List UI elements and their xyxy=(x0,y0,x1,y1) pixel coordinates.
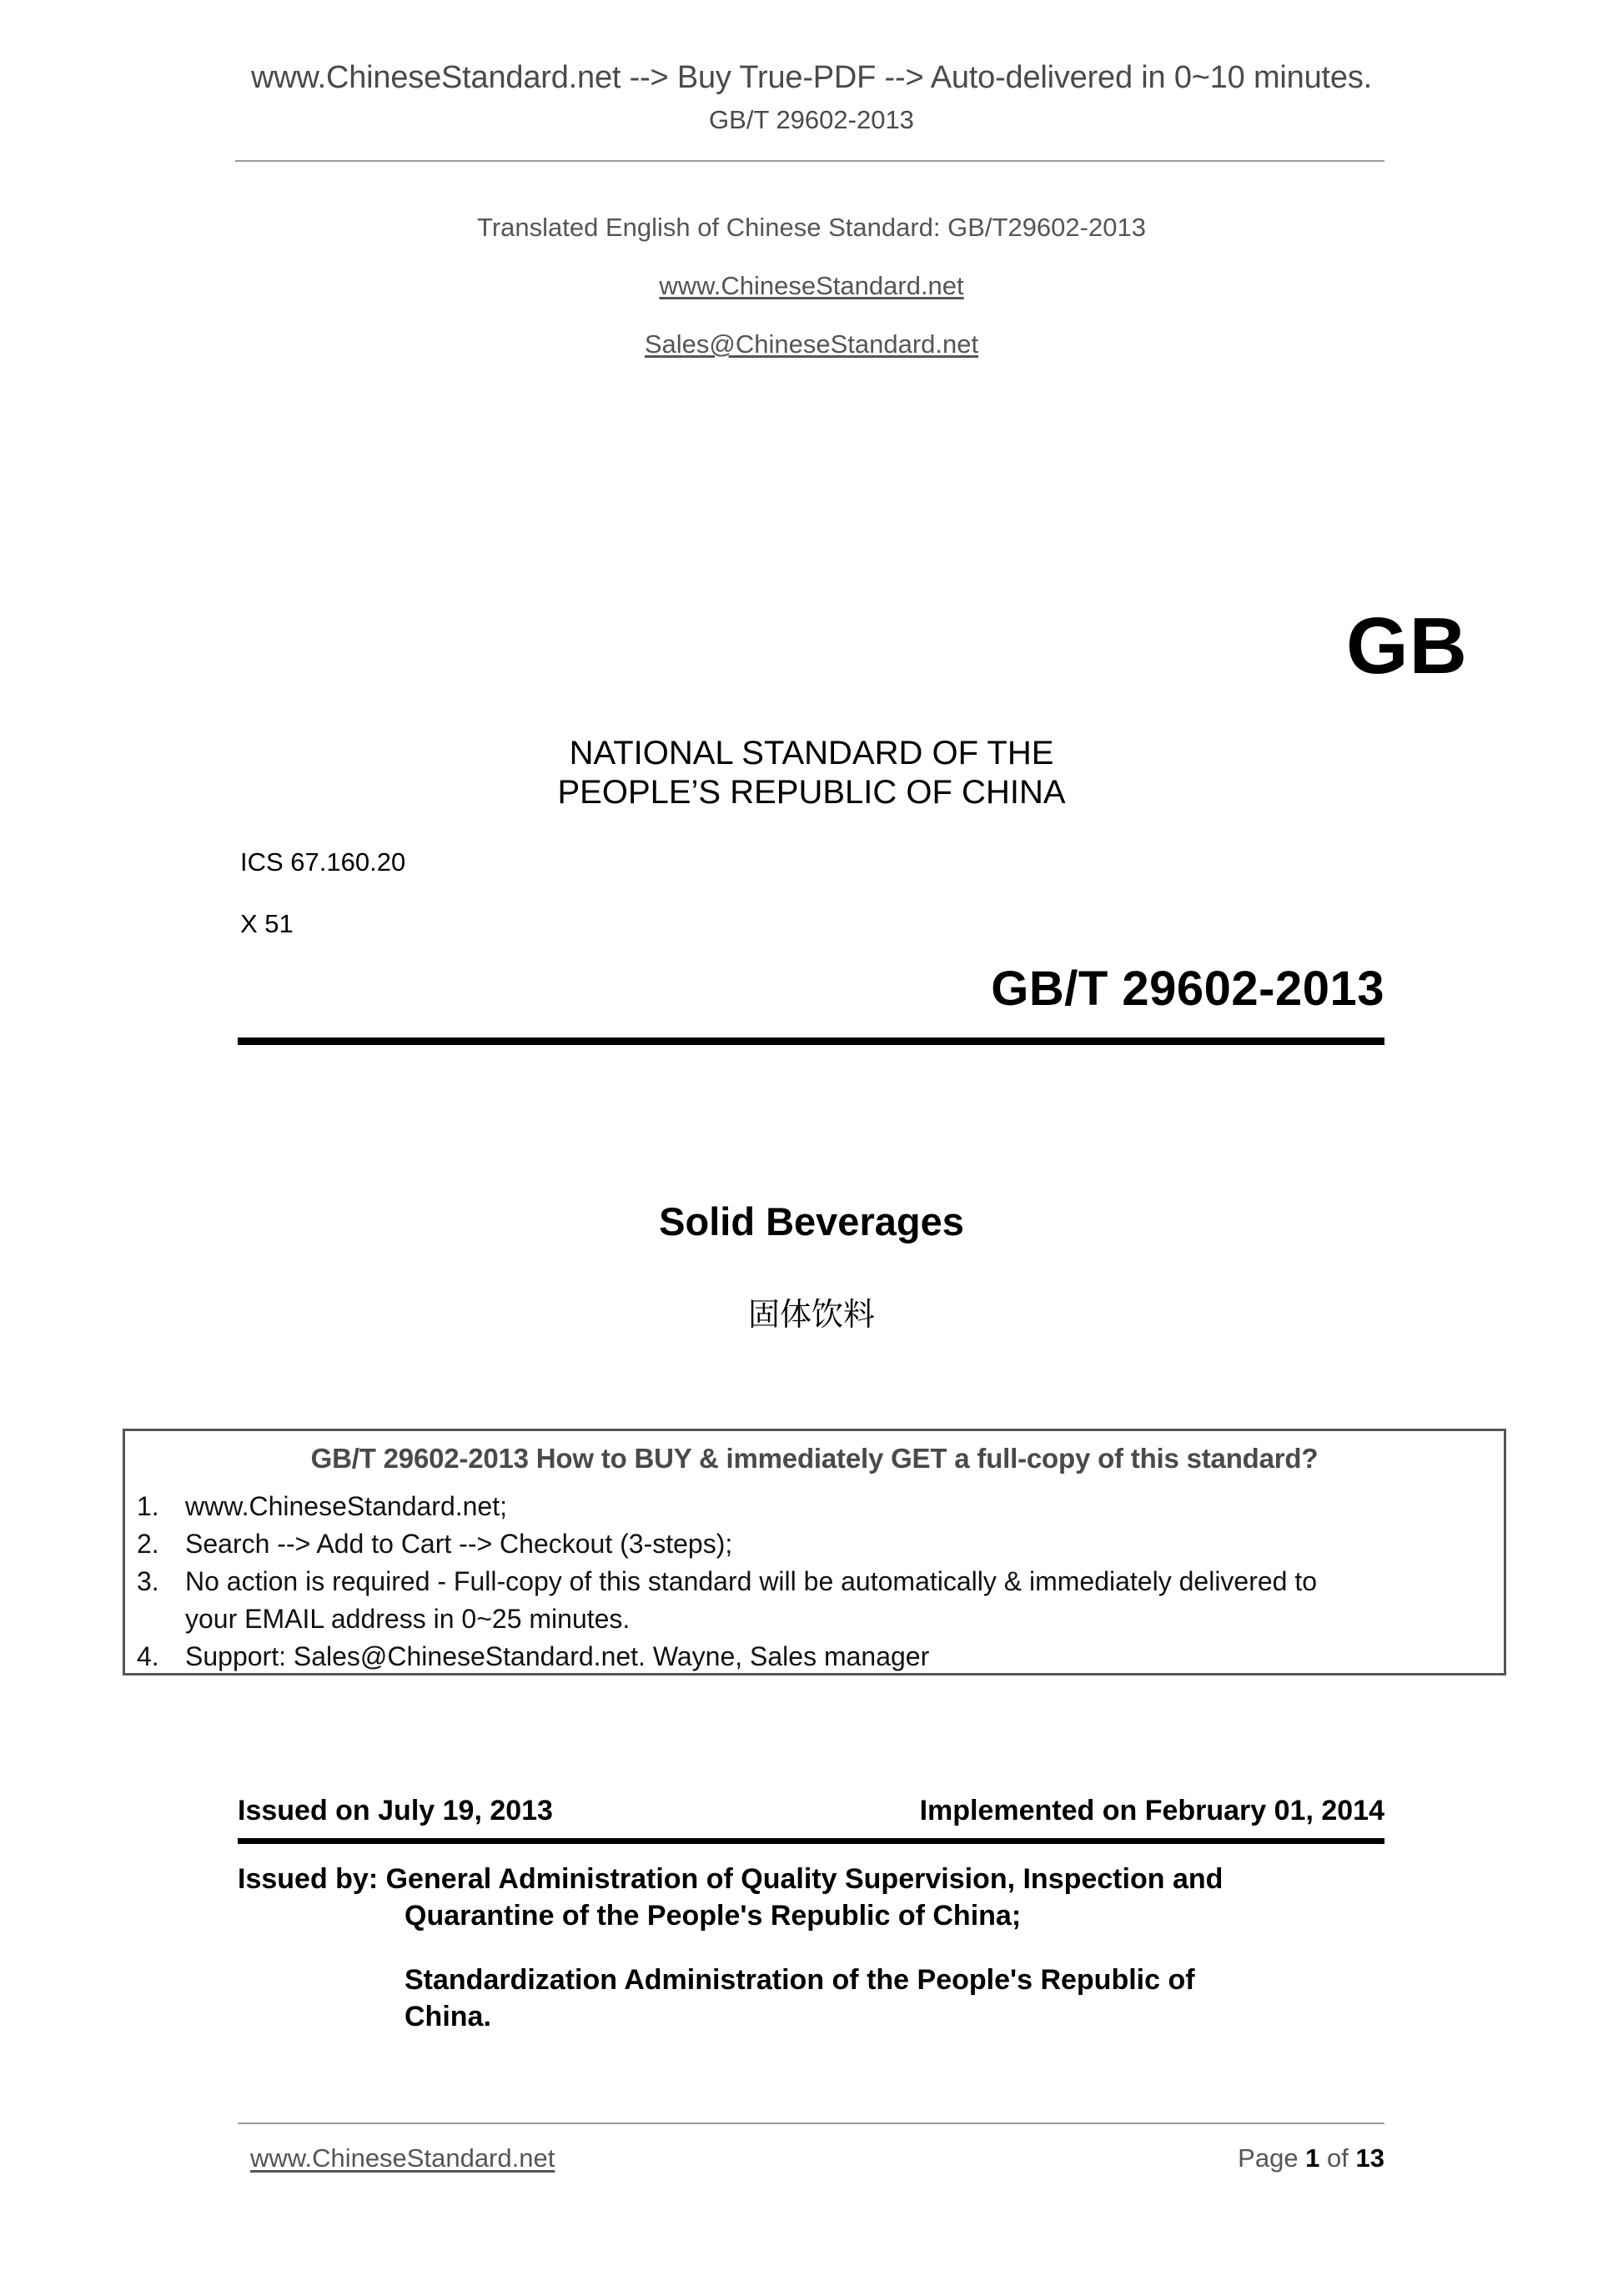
ics-code: ICS 67.160.20 xyxy=(240,847,406,877)
how-to-buy-title: GB/T 29602-2013 How to BUY & immediately GET a full-copy of this standard? xyxy=(310,1443,1319,1474)
issued-by-line-1: Issued by: General Administration of Quality Supervision, Inspection and xyxy=(238,1863,1224,1895)
list-item-number: 1. xyxy=(137,1491,159,1521)
list-item xyxy=(125,1525,1504,1563)
list-item xyxy=(125,1488,1504,1525)
issued-by-block xyxy=(238,1861,1384,2035)
implemented-on-date: Implemented on February 01, 2014 xyxy=(919,1795,1384,1826)
standard-number: GB/T 29602-2013 xyxy=(991,962,1384,1016)
email-link[interactable] xyxy=(0,329,1623,359)
page-title: Solid Beverages xyxy=(659,1199,964,1243)
email-link-text: Sales@ChineseStandard.net xyxy=(644,329,979,359)
promo-banner: www.ChineseStandard.net --> Buy True-PDF --> Auto-delivered in 0~10 minutes. xyxy=(251,60,1372,95)
header-divider xyxy=(235,160,1384,162)
list-item xyxy=(125,1600,1504,1638)
list-item-text: www.ChineseStandard.net; xyxy=(185,1491,507,1521)
website-link-text: www.ChineseStandard.net xyxy=(659,271,964,300)
page-prefix: Page xyxy=(1238,2143,1306,2173)
list-item-number: 4. xyxy=(137,1641,159,1671)
footer-divider xyxy=(238,2123,1384,2124)
issued-by-line-2: Quarantine of the People's Republic of China; xyxy=(404,1899,1022,1932)
national-standard-heading xyxy=(0,734,1623,812)
list-item-number: 2. xyxy=(137,1529,159,1559)
page-title-chinese: 固体饮料 xyxy=(747,1296,875,1333)
page-current: 1 xyxy=(1305,2143,1320,2173)
list-item xyxy=(125,1563,1504,1600)
header-standard-number: GB/T 29602-2013 xyxy=(709,105,914,134)
list-item-number: 3. xyxy=(137,1566,159,1596)
page-indicator xyxy=(1238,2143,1384,2173)
national-standard-line-1: NATIONAL STANDARD OF THE xyxy=(569,735,1054,771)
translated-standard-line: Translated English of Chinese Standard: GB/T29602-2013 xyxy=(477,213,1146,242)
page-total: 13 xyxy=(1355,2143,1384,2173)
website-link[interactable] xyxy=(0,271,1623,301)
list-item-text: No action is required - Full-copy of this standard will be automatically & immediately delivered to xyxy=(185,1566,1318,1596)
page-separator: of xyxy=(1319,2143,1356,2173)
issued-on-date: Issued on July 19, 2013 xyxy=(238,1795,553,1826)
list-item-text: Search --> Add to Cart --> Checkout (3-steps); xyxy=(185,1529,733,1559)
classification-code: X 51 xyxy=(240,909,294,938)
issued-by-line-3: Standardization Administration of the People's Republic of xyxy=(404,1964,1195,1997)
dates-rule xyxy=(238,1838,1384,1844)
issued-by-line-4: China. xyxy=(404,2000,491,2032)
how-to-buy-list xyxy=(125,1488,1504,1676)
national-standard-line-2: PEOPLE’S REPUBLIC OF CHINA xyxy=(557,774,1066,811)
gb-logo-mark: GB xyxy=(1346,601,1468,691)
list-item-text: Support: Sales@ChineseStandard.net. Wayne, Sales manager xyxy=(185,1641,930,1671)
list-item xyxy=(125,1638,1504,1676)
standard-number-rule xyxy=(238,1037,1384,1045)
list-item-text: your EMAIL address in 0~25 minutes. xyxy=(185,1604,631,1634)
footer-website-link[interactable]: www.ChineseStandard.net xyxy=(250,2143,555,2173)
how-to-buy-box xyxy=(123,1429,1506,1676)
